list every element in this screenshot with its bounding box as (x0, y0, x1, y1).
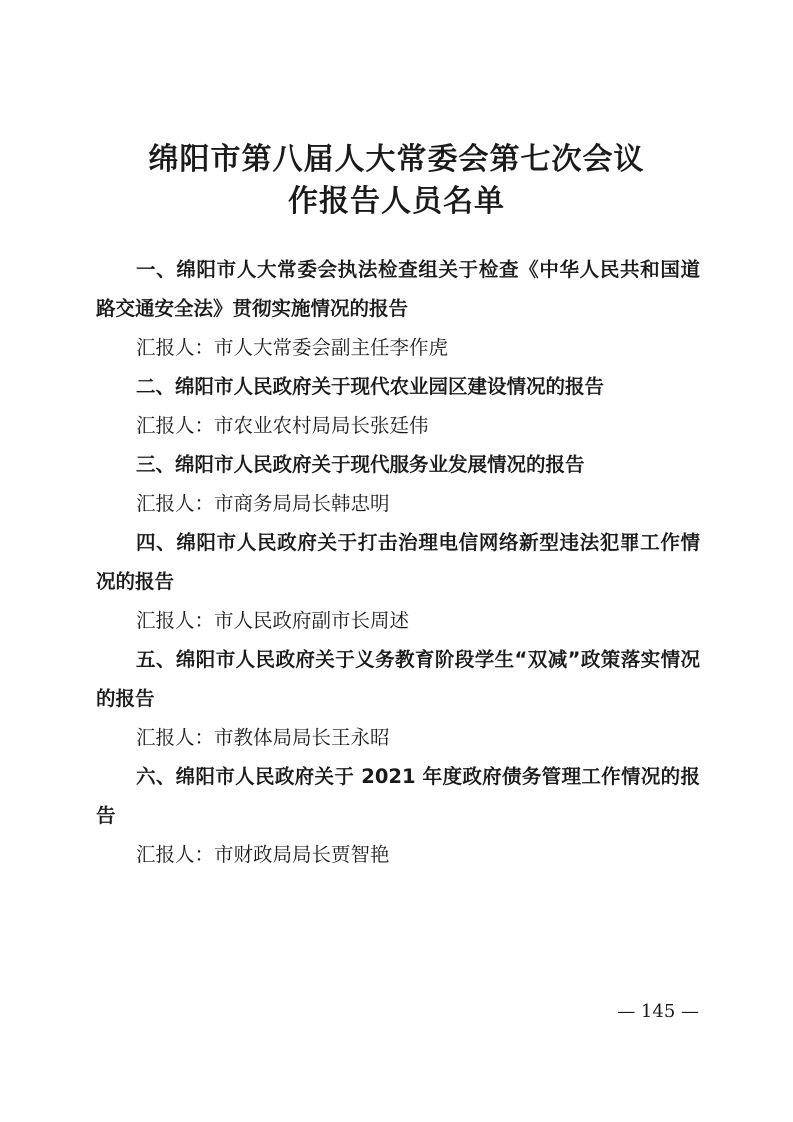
report-item-4 (96, 523, 700, 640)
reporter-line: 汇报人：市商务局局长韩忠明 (136, 492, 390, 515)
document-title-line-2: 作报告人员名单 (288, 184, 505, 219)
reporter-line: 汇报人：市人大常委会副主任李作虎 (136, 336, 449, 359)
page-number: — 145 — (617, 1001, 699, 1022)
report-item-title: 二、绵阳市人民政府关于现代农业园区建设情况的报告 (136, 375, 605, 398)
report-item-3 (96, 445, 700, 523)
report-item-title: 六、绵阳市人民政府关于 2021 年度政府债务管理工作情况的报告 (96, 765, 700, 827)
reporter-line: 汇报人：市农业农村局局长张廷伟 (136, 414, 429, 437)
report-item-2 (96, 367, 700, 445)
report-list (96, 250, 700, 874)
report-item-title: 三、绵阳市人民政府关于现代服务业发展情况的报告 (136, 453, 585, 476)
report-item-6 (96, 757, 700, 874)
document-title-line-1: 绵阳市第八届人大常委会第七次会议 (148, 142, 645, 177)
report-item-5 (96, 640, 700, 757)
reporter-line: 汇报人：市教体局局长王永昭 (136, 726, 390, 749)
reporter-line: 汇报人：市人民政府副市长周述 (136, 609, 410, 632)
report-item-title: 一、绵阳市人大常委会执法检查组关于检查《中华人民共和国道路交通安全法》贯彻实施情况的报告 (96, 258, 700, 320)
reporter-line: 汇报人：市财政局局长贾智艳 (136, 843, 390, 866)
report-item-title: 五、绵阳市人民政府关于义务教育阶段学生“双减”政策落实情况的报告 (96, 648, 700, 710)
report-item-1 (96, 250, 700, 367)
report-item-title: 四、绵阳市人民政府关于打击治理电信网络新型违法犯罪工作情况的报告 (96, 531, 700, 593)
